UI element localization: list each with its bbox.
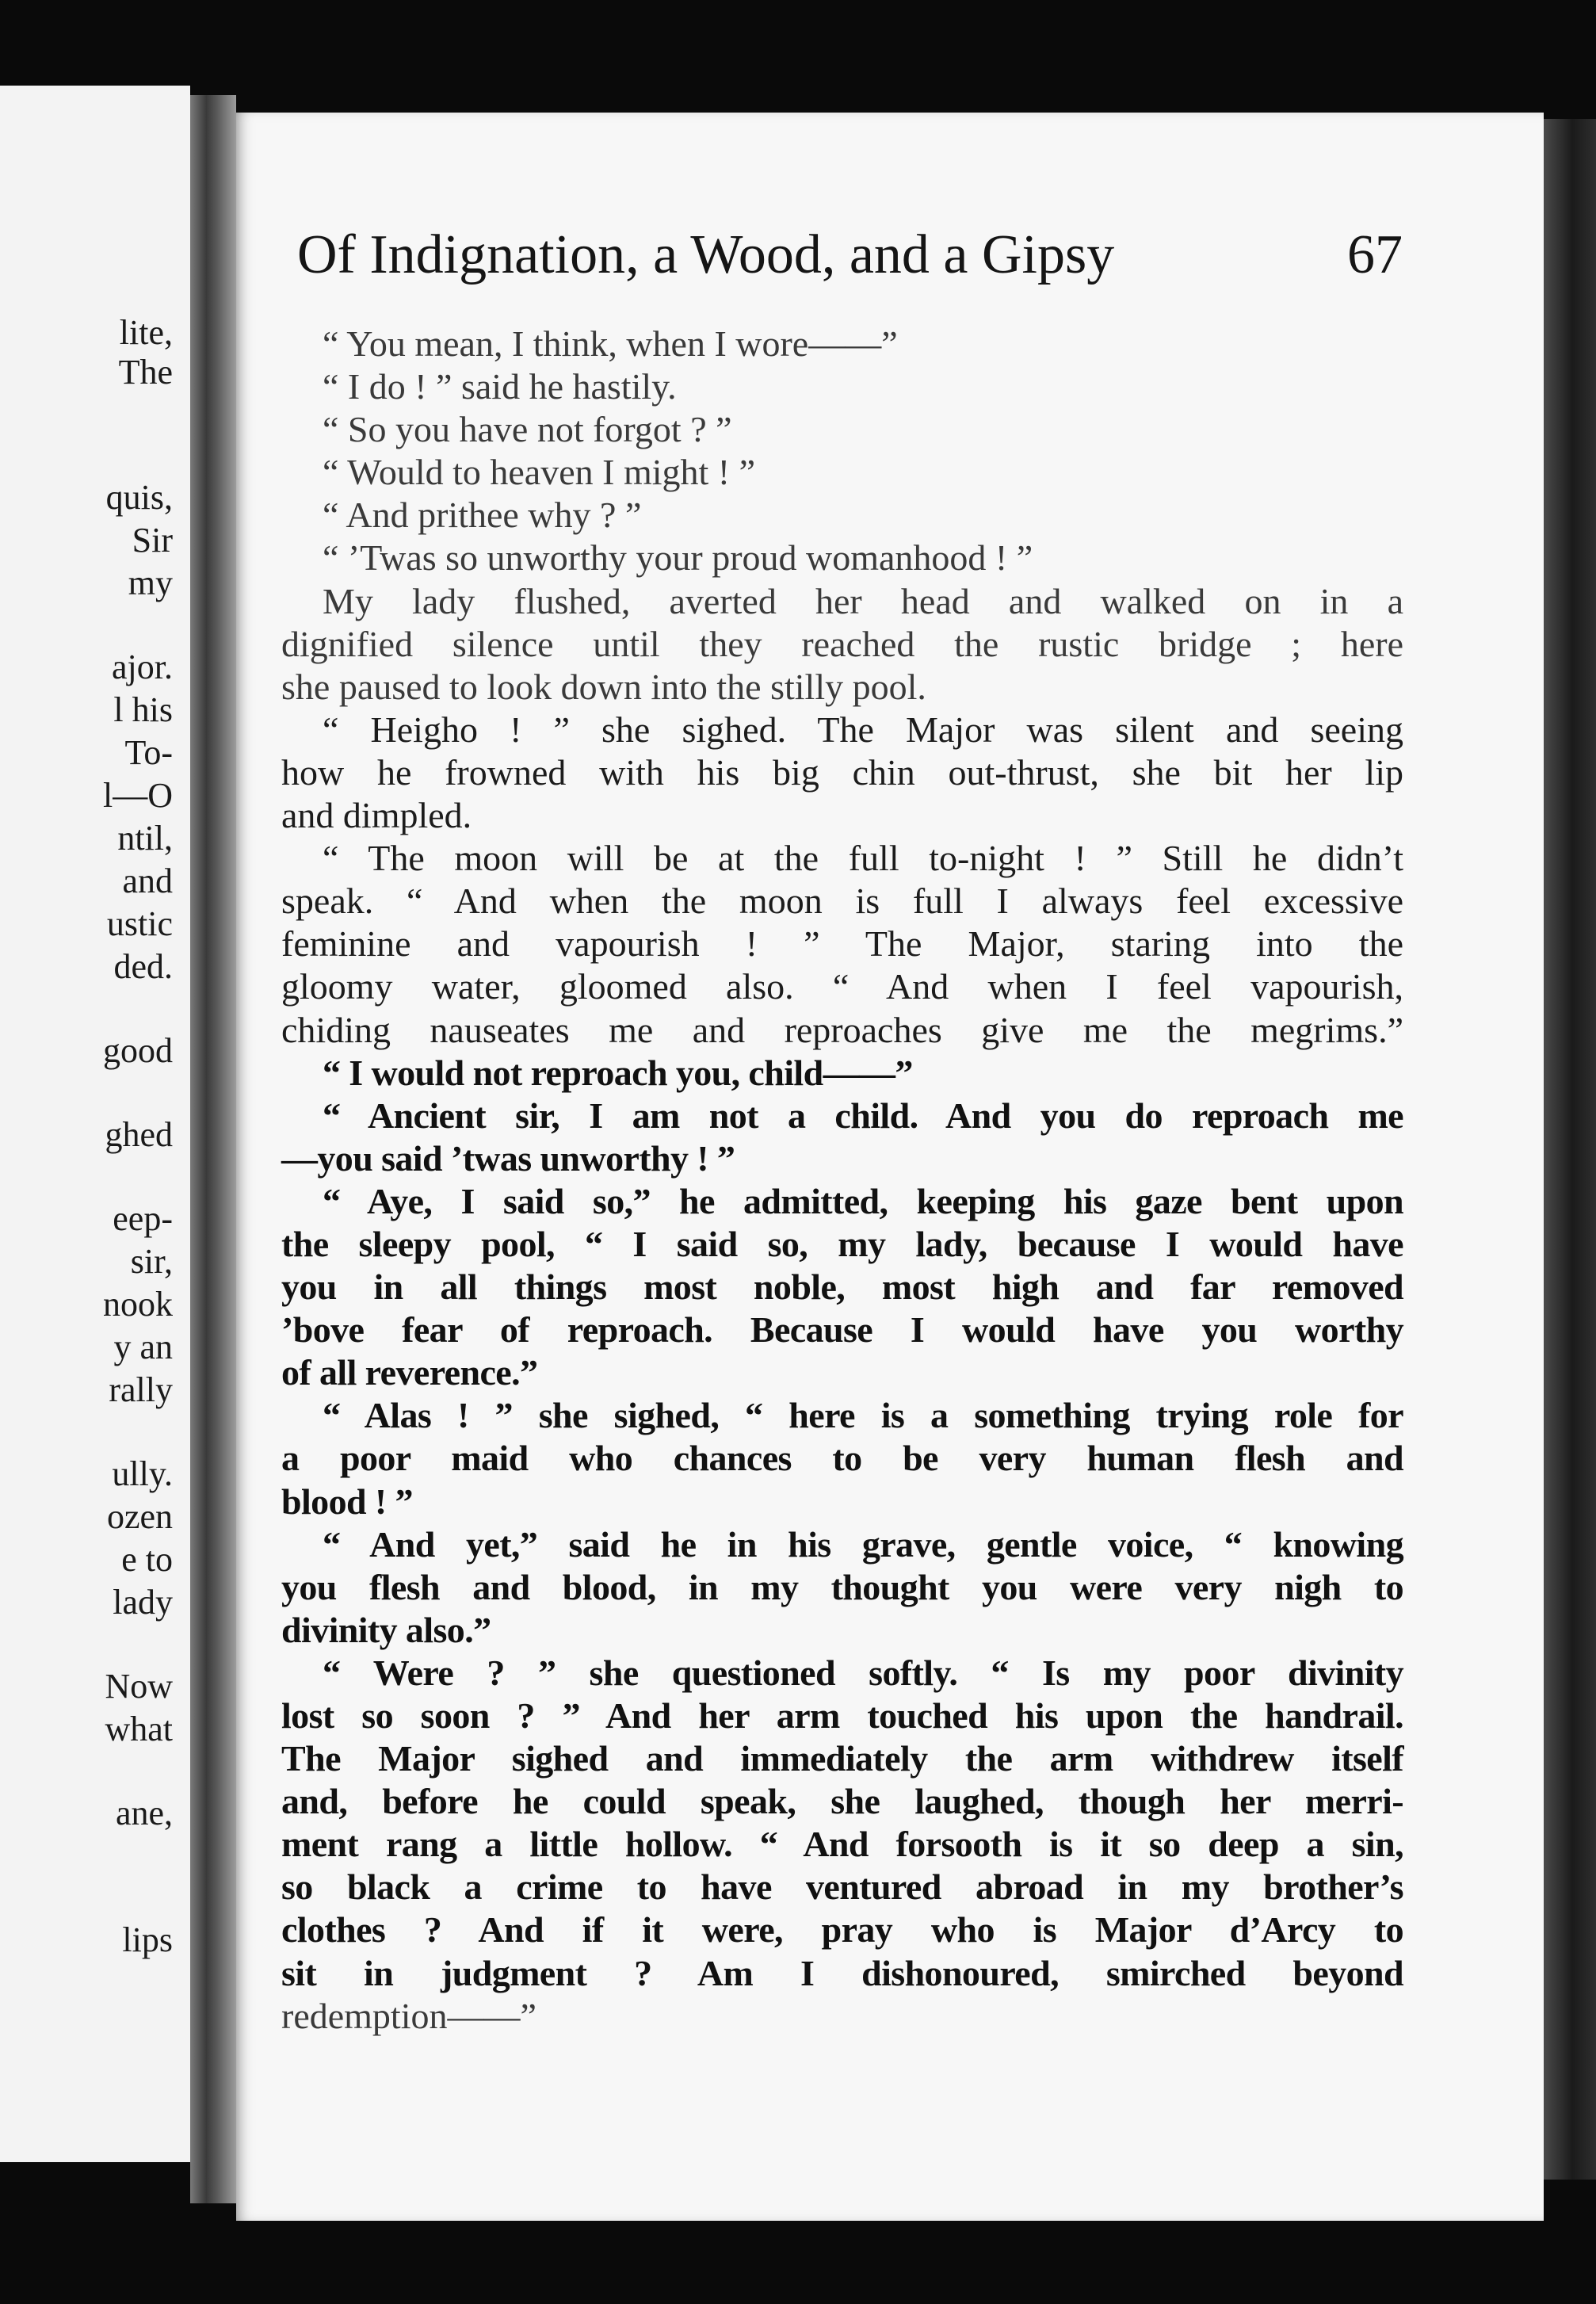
text-line: blood ! ” (281, 1481, 413, 1522)
text-line: —you said ’twas unworthy ! ” (281, 1137, 735, 1179)
text-line: “ Would to heaven I might ! ” (323, 452, 756, 493)
text-line: ’bove fear of reproach. Because I would have you worthy (281, 1309, 1403, 1351)
text-line: “ And yet,” said he in his grave, gentle voice, “ knowing (323, 1523, 1403, 1565)
text-line: “ The moon will be at the full to-night ! ” Still he didn’t (323, 838, 1403, 879)
text-line: “ I would not reproach you, child——” (323, 1052, 913, 1093)
text-line: chiding nauseates me and reproaches give me the megrims.” (281, 1009, 1403, 1050)
text-line: the sleepy pool, “ I said so, my lady, because I would have (281, 1223, 1403, 1264)
book-binding-edge (1544, 119, 1596, 2180)
left-fragment: rally (109, 1370, 173, 1409)
text-line: “ Alas ! ” she sighed, “ here is a something trying role for (323, 1395, 1403, 1436)
text-line: gloomy water, gloomed also. “ And when I feel vapourish, (281, 966, 1403, 1007)
text-line: clothes ? And if it were, pray who is Major d’Arcy to (281, 1909, 1403, 1951)
text-line: and, before he could speak, she laughed, though her merri- (281, 1781, 1403, 1822)
text-line: “ I do ! ” said he hastily. (323, 366, 677, 407)
text-line: redemption——” (281, 1995, 536, 2036)
text-line: sit in judgment ? Am I dishonoured, smirched beyond (281, 1952, 1403, 1993)
text-line: divinity also.” (281, 1609, 491, 1650)
left-fragment: The (118, 353, 173, 392)
left-fragment: what (105, 1710, 173, 1748)
left-fragment: ajor. (112, 648, 173, 686)
left-fragment: Now (105, 1667, 173, 1706)
left-fragment: ustic (106, 904, 173, 943)
text-line: of all reverence.” (281, 1352, 538, 1393)
left-fragment: ully. (112, 1454, 173, 1493)
text-line: dignified silence until they reached the rustic bridge ; here (281, 623, 1403, 664)
body-text (281, 323, 1403, 2038)
left-fragment: good (103, 1031, 173, 1070)
text-line: The Major sighed and immediately the arm withdrew itself (281, 1738, 1403, 1779)
left-fragment: ghed (105, 1115, 173, 1154)
left-fragment: l his (113, 690, 173, 729)
book-gutter (190, 95, 236, 2203)
text-line: speak. “ And when the moon is full I always feel excessive (281, 881, 1403, 922)
text-line: My lady flushed, averted her head and walked on in a (323, 580, 1403, 621)
left-fragment: Sir (132, 521, 173, 560)
running-title: Of Indignation, a Wood, and a Gipsy (297, 224, 1115, 285)
left-fragment: and (122, 862, 173, 900)
text-line: and dimpled. (281, 795, 472, 836)
left-fragment: nook (103, 1285, 173, 1324)
text-line: “ Aye, I said so,” he admitted, keeping his gaze bent upon (323, 1180, 1403, 1221)
left-fragment: y an (113, 1328, 173, 1366)
text-line: a poor maid who chances to be very human flesh and (281, 1438, 1403, 1479)
text-line: “ ’Twas so unworthy your proud womanhood ! ” (323, 537, 1033, 579)
text-line: she paused to look down into the stilly pool. (281, 666, 926, 707)
running-head (297, 224, 1403, 287)
left-fragment: lite, (119, 313, 173, 352)
left-fragment: quis, (105, 478, 173, 517)
previous-page-edge (0, 86, 190, 2162)
text-line: so black a crime to have ventured abroad in my brother’s (281, 1867, 1403, 1908)
left-fragment: ded. (113, 947, 173, 986)
text-line: “ Ancient sir, I am not a child. And you do reproach me (323, 1095, 1403, 1136)
left-fragment: e to (121, 1540, 173, 1579)
left-fragment: ozen (106, 1497, 173, 1536)
text-line: you in all things most noble, most high and far removed (281, 1267, 1403, 1308)
text-line: how he frowned with his big chin out-thrust, she bit her lip (281, 751, 1403, 793)
text-line: “ And prithee why ? ” (323, 495, 642, 536)
text-line: you flesh and blood, in my thought you were very nigh to (281, 1566, 1403, 1607)
text-line: lost so soon ? ” And her arm touched his upon the handrail. (281, 1695, 1403, 1736)
left-fragment: lady (113, 1583, 173, 1622)
text-line: “ You mean, I think, when I wore——” (323, 323, 898, 364)
left-fragment: sir, (130, 1242, 173, 1281)
text-line: ment rang a little hollow. “ And forsooth is it so deep a sin, (281, 1824, 1403, 1865)
left-fragment: l—O (103, 776, 173, 815)
page-number: 67 (1347, 224, 1403, 285)
left-fragment: eep- (113, 1199, 173, 1238)
left-fragment: ntil, (117, 819, 173, 858)
left-fragment: lips (122, 1920, 173, 1959)
text-line: “ Were ? ” she questioned softly. “ Is my poor divinity (323, 1652, 1403, 1693)
left-fragment: ane, (115, 1794, 173, 1832)
text-line: “ Heigho ! ” she sighed. The Major was silent and seeing (323, 709, 1403, 750)
text-line: feminine and vapourish ! ” The Major, staring into the (281, 923, 1403, 965)
left-fragment: To- (124, 733, 173, 772)
left-fragment: my (128, 564, 173, 602)
text-line: “ So you have not forgot ? ” (323, 409, 732, 450)
